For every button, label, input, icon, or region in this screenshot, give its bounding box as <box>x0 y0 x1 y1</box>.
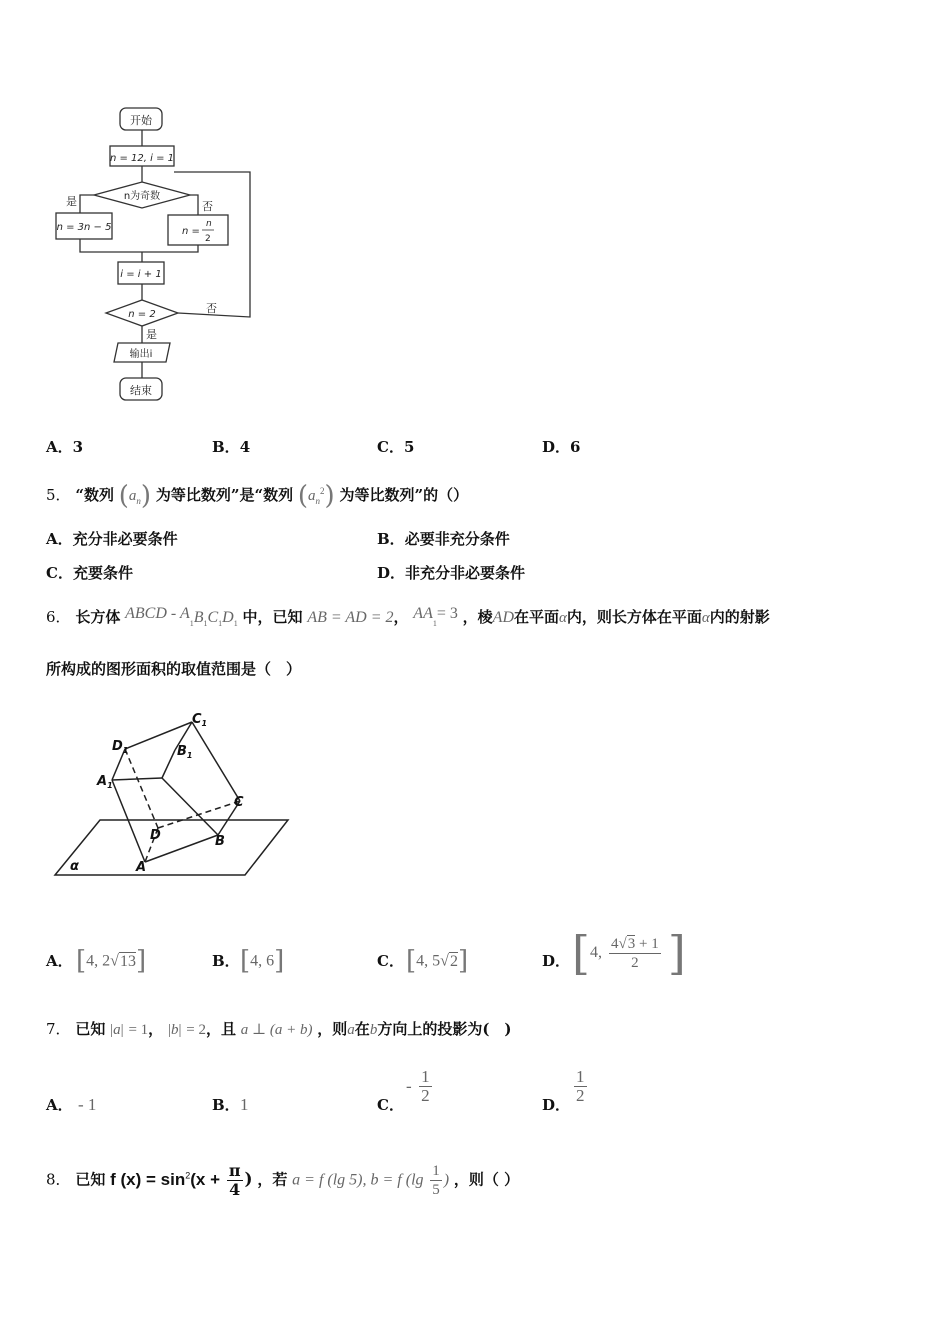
q6-option-b: B． <box>212 952 240 970</box>
flow-incr-label: i = i + 1 <box>120 269 162 280</box>
q4-option-a: A．3 <box>46 438 84 456</box>
label-d1: $D_1$ <box>112 739 129 755</box>
label-b: B <box>215 834 225 849</box>
q7-option-c: C． <box>377 1096 404 1114</box>
q6-option-c: C． <box>377 952 404 970</box>
flow-end-label: 结束 <box>130 384 152 397</box>
label-a1: $A_1$ <box>97 774 113 790</box>
q4-option-d: D．6 <box>542 438 581 456</box>
flow-no2-label: 否 <box>206 302 217 315</box>
flow-no-label: 否 <box>202 200 213 213</box>
q6-option-d: D． <box>542 952 571 970</box>
q5-option-d: D．非充分非必要条件 <box>377 564 526 582</box>
q7-option-d: D． <box>542 1096 571 1114</box>
q4-option-c: C．5 <box>377 438 415 456</box>
flow-odd-label: n = 3n − 5 <box>56 222 112 233</box>
flow-even-num: n <box>206 219 212 229</box>
q6-option-c-value: [4, 5√2] <box>406 946 469 976</box>
q6-stem-line1: 6． 长方体 ABCD - $A_1B_1C_1D_1$ 中，已知 AB = AD = 2， $AA_1= 3$ ，棱AD在平面α内，则长方体在平面α内的射影 <box>46 605 770 628</box>
flow-decision1-label: n为奇数 <box>123 191 161 202</box>
label-alpha: α <box>70 859 79 874</box>
q5-option-c: C．充要条件 <box>46 564 133 582</box>
q6-number: 6． <box>46 608 71 626</box>
q5-number: 5． <box>46 486 71 504</box>
label-b1: $B_1$ <box>177 744 193 760</box>
flow-init-label: n = 12, i = 1 <box>109 153 175 164</box>
label-d: D <box>150 828 161 843</box>
plane-alpha <box>55 820 288 875</box>
flow-even-den: 2 <box>205 234 211 244</box>
q4-option-b: B．4 <box>212 438 251 456</box>
q7-option-d-value: $\frac{1}{2}$ <box>576 1067 585 1105</box>
q6-stem-line2: 所构成的图形面积的取值范围是（ ） <box>46 660 302 678</box>
flow-yes2-label: 是 <box>146 328 157 341</box>
flow-start-label: 开始 <box>130 114 152 127</box>
q7-number: 7． <box>46 1020 71 1038</box>
flow-decision2-label: n = 2 <box>128 309 156 320</box>
q7-option-b: B． <box>212 1096 240 1114</box>
label-c: C <box>234 795 244 810</box>
q7-option-b-value: 1 <box>240 1095 249 1114</box>
q6-option-a: A． <box>46 952 73 970</box>
q7-option-a: A． <box>46 1096 73 1114</box>
flowchart <box>40 100 280 410</box>
q7-option-a-value: - 1 <box>78 1095 97 1114</box>
q6-option-a-value: [4, 2√13] <box>76 946 147 976</box>
label-a: A <box>136 860 147 875</box>
q8-number: 8． <box>46 1170 71 1189</box>
q6-figure <box>50 705 300 890</box>
q7-stem: 7． 已知 |a| = 1， |b| = 2，且 a ⊥ (a + b) ，则a在b方向上的投影为( ) <box>46 1020 512 1038</box>
q6-option-b-value: [4, 6] <box>240 946 285 976</box>
q6-option-d-value: [4, $\frac{4√3 + 1}{2}$ ] <box>572 926 686 980</box>
flow-output-label: 输出i <box>129 349 153 360</box>
q5-option-a: A．充分非必要条件 <box>46 530 178 548</box>
q5-option-b: B．必要非充分条件 <box>377 530 510 548</box>
q7-option-c-value: - $\frac{1}{2}$ <box>406 1067 430 1105</box>
flow-even-label: n = <box>182 226 200 237</box>
flow-yes-label: 是 <box>66 195 77 208</box>
q5-stem: 5． “数列 $(a_n)$ 为等比数列”是“数列 $(a_n^2)$ 为等比数列”的（） <box>46 481 469 511</box>
label-c1: $C_1$ <box>192 712 208 728</box>
q8-stem: 8． 已知 f $(x) = \sin^2(x$ + $\frac{\pi}{4}$ ) ，若 a = f (lg 5), b = f (lg $\frac{1}{5}$ ) ，则（ ） <box>46 1161 520 1200</box>
